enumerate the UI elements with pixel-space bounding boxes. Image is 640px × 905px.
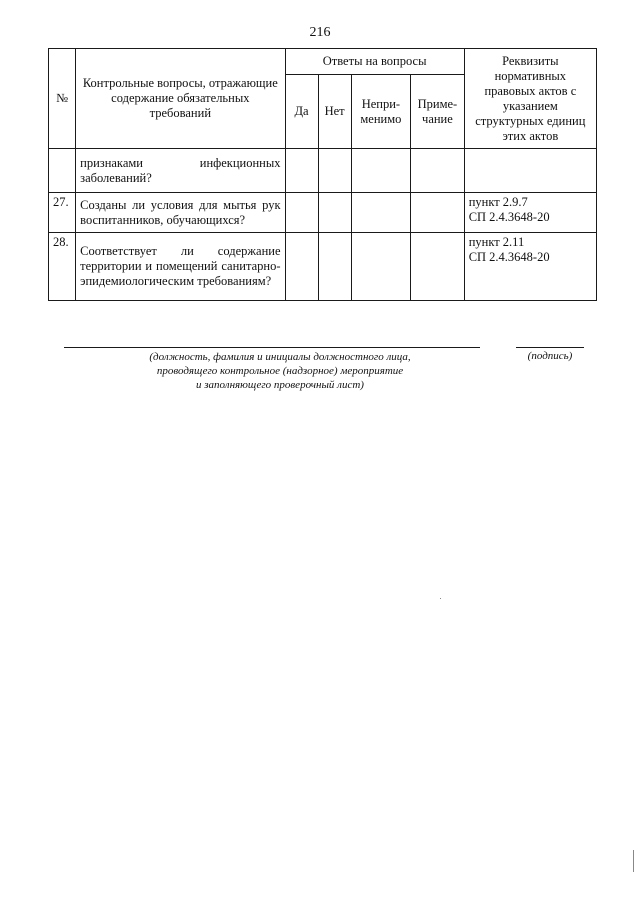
requisite-code: СП 2.4.3648-20 [468,210,550,224]
header-answer-na: Непри- менимо [351,75,411,149]
row-requisite [464,149,596,193]
answer-note-cell[interactable] [411,233,465,301]
requisite-clause: пункт 2.11 [468,235,525,249]
table-row [49,149,597,193]
header-number: № [49,49,76,149]
row-requisite [464,233,596,301]
answer-note-cell[interactable] [411,193,465,233]
header-requisites: Реквизиты нормативных правовых актов с указанием структурных единиц этих актов [464,49,596,149]
answer-note-cell[interactable] [411,149,465,193]
header-answer-note: Приме- чание [411,75,465,149]
page-number: 216 [309,25,331,40]
official-signature-line[interactable] [64,347,480,348]
signature-caption: (подпись) [527,350,573,362]
answer-no-cell[interactable] [318,233,351,301]
row-question: признаками инфекционных заболеваний? [76,149,285,193]
row-number: 27. [49,193,76,233]
answer-yes-cell[interactable] [285,193,318,233]
answer-no-cell[interactable] [318,149,351,193]
official-caption-line: проводящего контрольное (надзорное) мероприятие [156,365,404,377]
header-answer-yes: Да [285,75,318,149]
scan-speck [440,598,441,599]
scan-edge-mark [633,850,634,872]
header-answers-group: Ответы на вопросы [285,49,464,75]
table-row [49,233,597,301]
requisite-clause: пункт 2.9.7 [468,195,528,209]
signature-line[interactable] [516,347,584,348]
answer-na-cell[interactable] [351,149,411,193]
answer-yes-cell[interactable] [285,149,318,193]
row-question: Соответствует ли содержание территории и помещений санитарно-эпидемиологическим требованиям? [76,233,285,301]
row-number [49,149,76,193]
answer-yes-cell[interactable] [285,233,318,301]
header-answer-no: Нет [318,75,351,149]
checklist-table [48,48,597,301]
answer-no-cell[interactable] [318,193,351,233]
official-caption [120,350,440,392]
row-number: 28. [49,233,76,301]
row-requisite [464,193,596,233]
table-row [49,193,597,233]
requisite-code: СП 2.4.3648-20 [468,250,550,264]
official-caption-line: (должность, фамилия и инициалы должностного лица, [149,351,411,363]
row-question: Созданы ли условия для мытья рук воспитанников, обучающихся? [76,193,285,233]
header-questions: Контрольные вопросы, отражающие содержание обязательных требований [76,49,285,149]
official-caption-line: и заполняющего проверочный лист) [196,379,364,391]
answer-na-cell[interactable] [351,233,411,301]
answer-na-cell[interactable] [351,193,411,233]
